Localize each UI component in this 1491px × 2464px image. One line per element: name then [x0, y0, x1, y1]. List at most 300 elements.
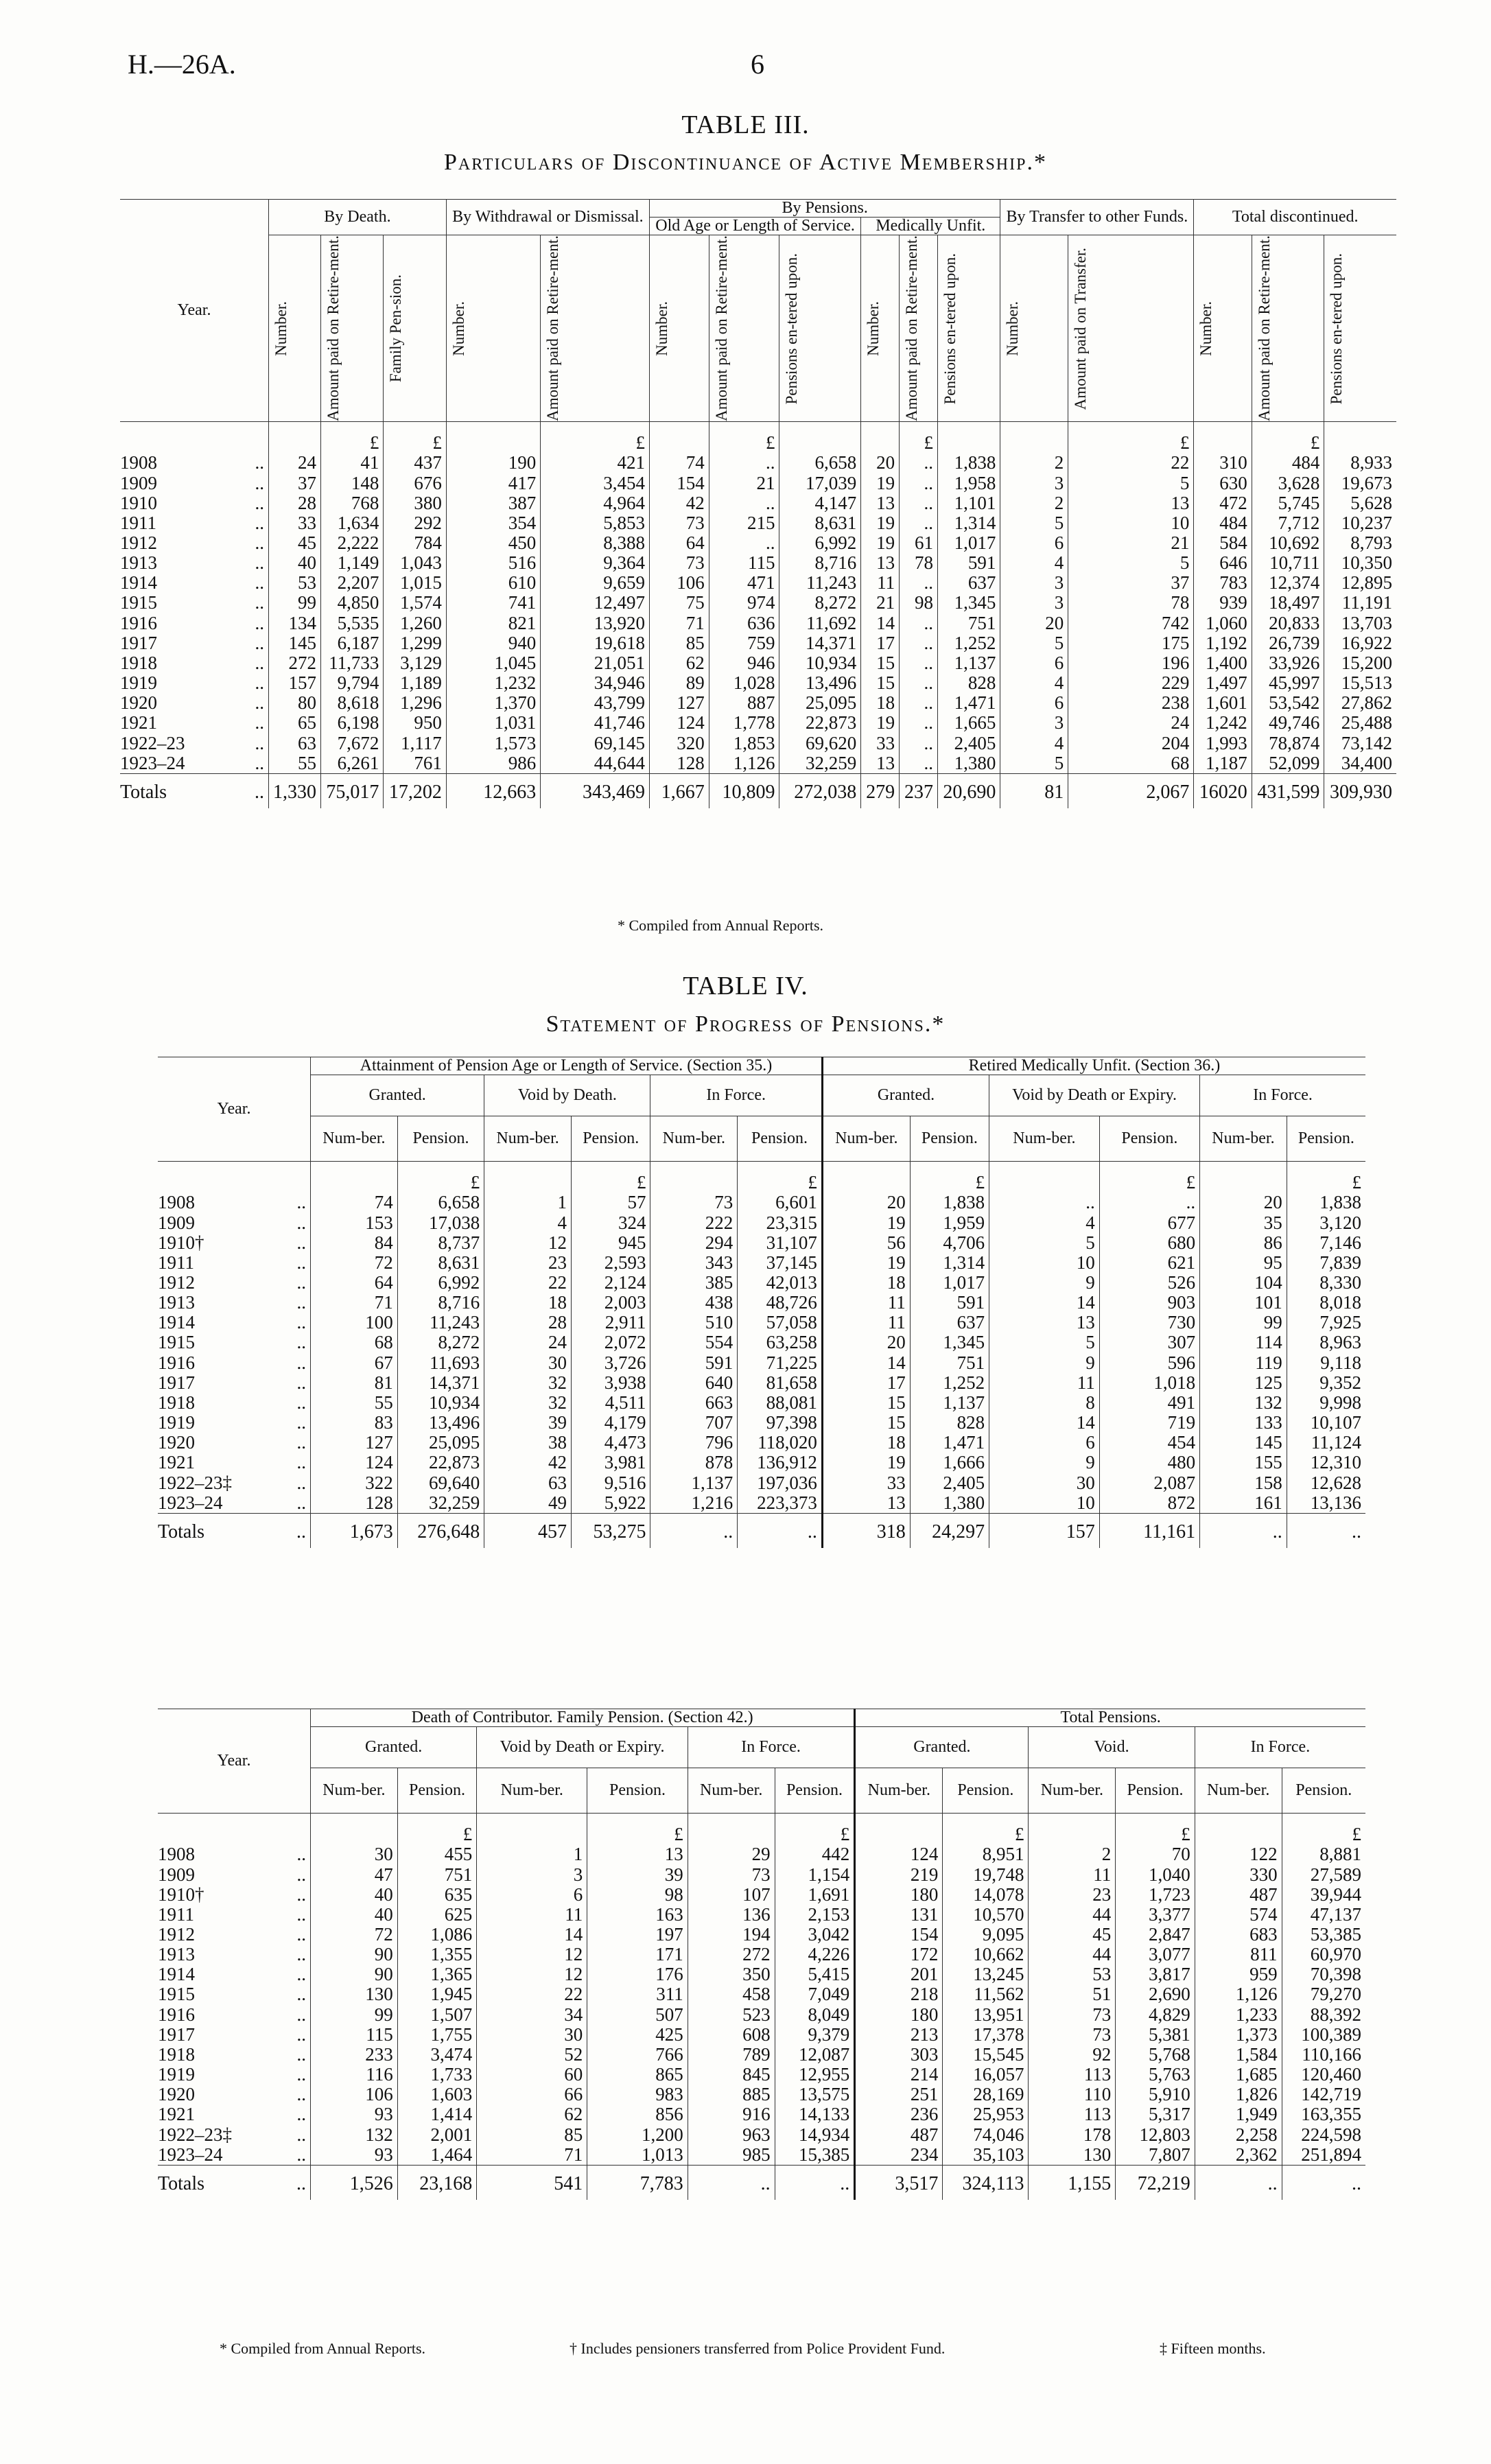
unit-symbol	[269, 422, 321, 454]
value-cell: 294	[650, 1233, 738, 1253]
unit-symbol	[650, 1162, 738, 1193]
value-cell: ..	[709, 533, 779, 553]
value-cell: 30	[311, 1844, 398, 1864]
value-cell: 13,575	[775, 2085, 855, 2104]
col-amount: Amount paid on Retire-ment.	[712, 235, 730, 422]
value-cell: 6	[477, 1885, 587, 1905]
by-death-header: By Death.	[269, 200, 447, 235]
value-cell: 789	[688, 2045, 775, 2065]
unit-symbol	[158, 1814, 311, 1845]
year-cell: 1911 ..	[158, 1252, 306, 1273]
value-cell: 751	[937, 613, 1000, 633]
unit-symbol: £	[1252, 422, 1324, 454]
value-cell: 106	[311, 2085, 398, 2104]
value-cell: 24	[269, 453, 321, 473]
value-cell: 13,703	[1324, 613, 1396, 633]
unit-symbol: £	[397, 1162, 484, 1193]
leader-dots: ..	[250, 652, 264, 673]
value-cell: 27,862	[1324, 693, 1396, 713]
value-cell: 224,598	[1282, 2125, 1365, 2145]
value-cell: 1,216	[650, 1493, 738, 1514]
value-cell: 450	[446, 533, 540, 553]
value-cell: 63	[269, 734, 321, 753]
value-cell: 11,692	[779, 613, 861, 633]
value-cell: 20,833	[1252, 613, 1324, 633]
value-cell: 10,711	[1252, 553, 1324, 573]
value-cell: 40	[311, 1905, 398, 1925]
col-number: Num-ber.	[650, 1116, 738, 1162]
value-cell: 3	[1000, 713, 1068, 733]
col-pension: Pension.	[587, 1768, 688, 1814]
col-amount: Amount paid on Retire-ment.	[325, 235, 342, 422]
value-cell: 1,666	[910, 1453, 989, 1472]
value-cell: 213	[855, 2025, 943, 2045]
value-cell: 491	[1099, 1393, 1199, 1413]
total-cell: ..	[1200, 1513, 1287, 1548]
leader-dots: ..	[292, 1192, 306, 1213]
value-cell: 19	[822, 1213, 910, 1233]
value-cell: 1,853	[709, 734, 779, 753]
table4-title: TABLE IV.	[683, 972, 808, 1000]
year-cell: 1922–23 ..	[120, 732, 264, 753]
value-cell: 983	[587, 2085, 688, 2104]
unit-symbol: £	[738, 1162, 823, 1193]
value-cell: 22,873	[397, 1453, 484, 1472]
value-cell: 385	[650, 1273, 738, 1293]
table-row	[158, 2045, 1365, 2065]
value-cell: 236	[855, 2104, 943, 2124]
value-cell: 28	[269, 493, 321, 513]
table-row	[158, 1253, 1365, 1273]
table-row	[158, 1945, 1365, 1964]
value-cell: 44,644	[541, 753, 650, 774]
table-row	[120, 753, 1396, 774]
value-cell: 380	[384, 493, 446, 513]
value-cell: 730	[1099, 1313, 1199, 1333]
leader-dots: ..	[250, 472, 264, 493]
value-cell: 19	[861, 713, 900, 733]
value-cell: 637	[937, 573, 1000, 593]
table-row	[120, 693, 1396, 713]
total-cell: 10,809	[709, 773, 779, 808]
value-cell: 608	[688, 2025, 775, 2045]
year-cell: 1917 ..	[158, 1372, 306, 1393]
value-cell: 7,839	[1287, 1253, 1365, 1273]
total-cell: 279	[861, 773, 900, 808]
leader-dots: ..	[292, 2004, 306, 2025]
value-cell: 101	[1200, 1293, 1287, 1313]
value-cell: 4,706	[910, 1233, 989, 1253]
value-cell: 223,373	[738, 1493, 823, 1514]
value-cell: 7,672	[321, 734, 384, 753]
value-cell: 10,662	[943, 1945, 1029, 1964]
doc-ref: H.—26A.	[128, 49, 236, 80]
leader-dots: ..	[250, 572, 264, 594]
unit-symbol	[649, 422, 709, 454]
value-cell: 637	[910, 1313, 989, 1333]
table-row	[158, 2025, 1365, 2045]
value-cell: 9,998	[1287, 1393, 1365, 1413]
value-cell: 130	[1029, 2145, 1116, 2166]
footnote-provident: † Includes pensioners transferred from Police Provident Fund.	[570, 2340, 946, 2357]
value-cell: 865	[587, 2065, 688, 2085]
value-cell: 66	[477, 2085, 587, 2104]
total-cell: 309,930	[1324, 773, 1396, 808]
value-cell: 17,378	[943, 2025, 1029, 2045]
value-cell: 2,087	[1099, 1473, 1199, 1493]
total-cell: 1,526	[311, 2165, 398, 2200]
value-cell: ..	[900, 713, 938, 733]
unit-symbol: £	[775, 1814, 855, 1845]
value-cell: 120,460	[1282, 2065, 1365, 2085]
value-cell: 21	[709, 473, 779, 493]
leader-dots: ..	[292, 1864, 306, 1885]
leader-dots: ..	[292, 1271, 306, 1293]
value-cell: 480	[1099, 1453, 1199, 1472]
year-cell: 1918 ..	[158, 1392, 306, 1413]
value-cell: ..	[900, 573, 938, 593]
value-cell: 122	[1195, 1844, 1282, 1864]
leader-dots: ..	[250, 692, 264, 714]
value-cell: ..	[900, 753, 938, 774]
year-cell: 1919 ..	[120, 672, 264, 694]
value-cell: 1,189	[384, 673, 446, 693]
col-pensions: Pensions en-tered upon.	[941, 253, 959, 404]
sub-inforce: In Force.	[650, 1075, 822, 1116]
total-discontinued-header: Total discontinued.	[1194, 200, 1396, 235]
col-number: Number.	[1197, 301, 1215, 356]
leader-dots: ..	[292, 1844, 306, 1865]
value-cell: 39	[587, 1865, 688, 1885]
value-cell: 251	[855, 2085, 943, 2104]
value-cell: 523	[688, 2005, 775, 2025]
sub-inforce: In Force.	[688, 1727, 855, 1768]
value-cell: 41,746	[541, 713, 650, 733]
value-cell: ..	[1099, 1193, 1199, 1212]
year-cell: 1923–24 ..	[158, 2144, 306, 2165]
value-cell: 49	[484, 1493, 572, 1514]
value-cell: 214	[855, 2065, 943, 2085]
value-cell: 17	[861, 633, 900, 653]
col-transfer-amount: Amount paid on Transfer.	[1072, 247, 1090, 410]
value-cell: 17	[822, 1373, 910, 1393]
value-cell: 85	[477, 2125, 587, 2145]
total-cell: 276,648	[397, 1513, 484, 1548]
value-cell: 145	[1200, 1433, 1287, 1453]
value-cell: 83	[311, 1413, 398, 1433]
value-cell: 2,405	[937, 734, 1000, 753]
table-row	[158, 1273, 1365, 1293]
value-cell: 3,454	[541, 473, 650, 493]
value-cell: 14,934	[775, 2125, 855, 2145]
total-cell: 81	[1000, 773, 1068, 808]
year-cell: 1920 ..	[158, 2084, 306, 2105]
value-cell: 10,107	[1287, 1413, 1365, 1433]
value-cell: ..	[709, 493, 779, 513]
value-cell: 591	[650, 1353, 738, 1373]
value-cell: 5	[989, 1233, 1100, 1253]
value-cell: 1,137	[910, 1393, 989, 1413]
value-cell: 127	[649, 693, 709, 713]
value-cell: 946	[709, 653, 779, 673]
value-cell: 13	[822, 1493, 910, 1514]
value-cell: 8,618	[321, 693, 384, 713]
value-cell: 3,120	[1287, 1213, 1365, 1233]
total-cell: 20,690	[937, 773, 1000, 808]
value-cell: 5,535	[321, 613, 384, 633]
value-cell: 171	[587, 1945, 688, 1964]
value-cell: 1,345	[937, 593, 1000, 613]
value-cell: 35,103	[943, 2145, 1029, 2166]
value-cell: 64	[649, 533, 709, 553]
value-cell: 6,261	[321, 753, 384, 774]
value-cell: 145	[269, 633, 321, 653]
sub-granted: Granted.	[855, 1727, 1029, 1768]
value-cell: 136	[688, 1905, 775, 1925]
value-cell: 311	[587, 1984, 688, 2004]
col-pensions: Pensions en-tered upon.	[783, 253, 801, 404]
col-number: Num-ber.	[311, 1768, 398, 1814]
value-cell: 3,042	[775, 1925, 855, 1945]
value-cell: 784	[384, 533, 446, 553]
year-cell: 1913 ..	[120, 552, 264, 574]
value-cell: 93	[311, 2145, 398, 2166]
value-cell: 45	[269, 533, 321, 553]
value-cell: 2,003	[571, 1293, 650, 1313]
table-row	[158, 1393, 1365, 1413]
value-cell: 13	[861, 553, 900, 573]
value-cell: 20	[822, 1193, 910, 1212]
col-pension: Pension.	[910, 1116, 989, 1162]
year-cell: 1921 ..	[120, 712, 264, 734]
value-cell: 115	[709, 553, 779, 573]
value-cell: 8,272	[397, 1333, 484, 1352]
value-cell: 680	[1099, 1233, 1199, 1253]
value-cell: 44	[1029, 1905, 1116, 1925]
value-cell: 9,095	[943, 1925, 1029, 1945]
table-row	[158, 1905, 1365, 1925]
value-cell: 8,963	[1287, 1333, 1365, 1352]
col-amount: Amount paid on Retire-ment.	[544, 235, 562, 422]
value-cell: 621	[1099, 1253, 1199, 1273]
total-cell: 237	[900, 773, 938, 808]
value-cell: 5	[1000, 753, 1068, 774]
col-number: Num-ber.	[1200, 1116, 1287, 1162]
table-row	[158, 1433, 1365, 1453]
value-cell: 1,723	[1116, 1885, 1195, 1905]
value-cell: 178	[1029, 2125, 1116, 2145]
leader-dots: ..	[292, 2023, 306, 2045]
value-cell: 1,043	[384, 553, 446, 573]
value-cell: 73	[1029, 2005, 1116, 2025]
value-cell: 574	[1195, 1905, 1282, 1925]
value-cell: 3,377	[1116, 1905, 1195, 1925]
year-cell: 1923–24 ..	[120, 752, 264, 773]
value-cell: 124	[855, 1844, 943, 1864]
value-cell: 2,258	[1195, 2125, 1282, 2145]
value-cell: 4,147	[779, 493, 861, 513]
total-cell: 541	[477, 2165, 587, 2200]
value-cell: 113	[1029, 2104, 1116, 2124]
value-cell: 872	[1099, 1493, 1199, 1514]
value-cell: 67	[311, 1353, 398, 1373]
table-row	[158, 1213, 1365, 1233]
value-cell: 116	[311, 2065, 398, 2085]
total-cell: 1,155	[1029, 2165, 1116, 2200]
value-cell: 683	[1195, 1925, 1282, 1945]
leader-dots: ..	[292, 1884, 306, 1905]
value-cell: 19	[822, 1253, 910, 1273]
leader-dots: ..	[292, 1472, 306, 1493]
col-number: Num-ber.	[855, 1768, 943, 1814]
value-cell: 12,955	[775, 2065, 855, 2085]
value-cell: 2,362	[1195, 2145, 1282, 2166]
value-cell: 110,166	[1282, 2045, 1365, 2065]
unit-symbol	[1000, 422, 1068, 454]
year-cell: 1910 ..	[120, 492, 264, 513]
value-cell: 37,145	[738, 1253, 823, 1273]
col-number: Number.	[272, 301, 290, 356]
table-row	[158, 2085, 1365, 2104]
value-cell: 11	[822, 1313, 910, 1333]
value-cell: 1,691	[775, 1885, 855, 1905]
value-cell: 81	[311, 1373, 398, 1393]
value-cell: 1,187	[1194, 753, 1252, 774]
value-cell: 8	[989, 1393, 1100, 1413]
value-cell: 128	[649, 753, 709, 774]
value-cell: 15,513	[1324, 673, 1396, 693]
year-cell: 1916 ..	[158, 1352, 306, 1373]
unit-symbol	[446, 422, 540, 454]
value-cell: 71,225	[738, 1353, 823, 1373]
sub-inforce: In Force.	[1200, 1075, 1365, 1116]
value-cell: 11,693	[397, 1353, 484, 1373]
value-cell: 19	[822, 1453, 910, 1472]
value-cell: 130	[311, 1984, 398, 2004]
leader-dots: ..	[292, 2172, 306, 2194]
value-cell: 25,488	[1324, 713, 1396, 733]
total-cell: 16020	[1194, 773, 1252, 808]
total-cell: 11,161	[1099, 1513, 1199, 1548]
value-cell: 10,692	[1252, 533, 1324, 553]
value-cell: 251,894	[1282, 2145, 1365, 2166]
totals-label: Totals ..	[158, 2172, 306, 2194]
value-cell: 4,964	[541, 493, 650, 513]
unit-symbol: £	[900, 422, 938, 454]
sub-granted: Granted.	[311, 1075, 484, 1116]
value-cell: 22,873	[779, 713, 861, 733]
value-cell: 234	[855, 2145, 943, 2166]
year-cell: 1923–24 ..	[158, 1492, 306, 1513]
year-cell: 1914 ..	[120, 572, 264, 594]
value-cell: 6	[1000, 693, 1068, 713]
value-cell: 34,400	[1324, 753, 1396, 774]
value-cell: 16,922	[1324, 633, 1396, 653]
year-cell: 1917 ..	[158, 2023, 306, 2045]
table-row	[158, 1333, 1365, 1352]
value-cell: 759	[709, 633, 779, 653]
value-cell: 18	[484, 1293, 572, 1313]
leader-dots: ..	[292, 1392, 306, 1413]
value-cell: 18	[822, 1433, 910, 1453]
value-cell: 610	[446, 573, 540, 593]
value-cell: 61	[900, 533, 938, 553]
value-cell: 1,380	[910, 1493, 989, 1514]
value-cell: 154	[855, 1925, 943, 1945]
unit-symbol	[989, 1162, 1100, 1193]
value-cell: 42,013	[738, 1273, 823, 1293]
col-amount: Amount paid on Retire-ment.	[903, 235, 921, 422]
year-cell: 1910† ..	[158, 1232, 306, 1253]
value-cell: 73	[1029, 2025, 1116, 2045]
value-cell: 811	[1195, 1945, 1282, 1964]
value-cell: 53,542	[1252, 693, 1324, 713]
unit-symbol: £	[587, 1814, 688, 1845]
year-cell: 1918 ..	[158, 2043, 306, 2065]
unit-symbol	[311, 1814, 398, 1845]
value-cell: 635	[397, 1885, 477, 1905]
value-cell: 707	[650, 1413, 738, 1433]
value-cell: 1,045	[446, 653, 540, 673]
value-cell: 57	[571, 1193, 650, 1212]
value-cell: 30	[989, 1473, 1100, 1493]
value-cell: 13,136	[1287, 1493, 1365, 1514]
value-cell: 60	[477, 2065, 587, 2085]
value-cell: 425	[587, 2025, 688, 2045]
value-cell: 86	[1200, 1233, 1287, 1253]
value-cell: 455	[397, 1844, 477, 1864]
value-cell: 3,628	[1252, 473, 1324, 493]
value-cell: 24	[484, 1333, 572, 1352]
value-cell: 133	[1200, 1413, 1287, 1433]
value-cell: 84	[311, 1233, 398, 1253]
value-cell: 48,726	[738, 1293, 823, 1313]
value-cell: 100	[311, 1313, 398, 1333]
col-pension: Pension.	[397, 1768, 477, 1814]
value-cell: 677	[1099, 1213, 1199, 1233]
value-cell: 13,920	[541, 613, 650, 633]
value-cell: 34,946	[541, 673, 650, 693]
value-cell: 1,838	[910, 1193, 989, 1212]
value-cell: 1,355	[397, 1945, 477, 1964]
value-cell: 2,405	[910, 1473, 989, 1493]
value-cell: 5,910	[1116, 2085, 1195, 2104]
leader-dots: ..	[250, 712, 264, 734]
value-cell: 1,778	[709, 713, 779, 733]
value-cell: 3,817	[1116, 1964, 1195, 1984]
value-cell: 190	[446, 453, 540, 473]
col-number: Num-ber.	[484, 1116, 572, 1162]
total-cell: 324,113	[943, 2165, 1029, 2200]
value-cell: 12	[477, 1964, 587, 1984]
unit-symbol: £	[541, 422, 650, 454]
value-cell: 1,126	[709, 753, 779, 774]
table-row	[120, 673, 1396, 693]
year-cell: 1917 ..	[120, 632, 264, 653]
leader-dots: ..	[250, 592, 264, 613]
value-cell: 885	[688, 2085, 775, 2104]
value-cell: 89	[649, 673, 709, 693]
value-cell: 63,258	[738, 1333, 823, 1352]
death-contributor-header: Death of Contributor. Family Pension. (Section 42.)	[311, 1709, 855, 1727]
value-cell: 11	[1029, 1865, 1116, 1885]
table-row	[158, 1233, 1365, 1253]
unit-symbol: £	[571, 1162, 650, 1193]
year-cell: 1916 ..	[120, 612, 264, 633]
value-cell: 134	[269, 613, 321, 633]
value-cell: 307	[1099, 1333, 1199, 1352]
table-row	[120, 653, 1396, 673]
